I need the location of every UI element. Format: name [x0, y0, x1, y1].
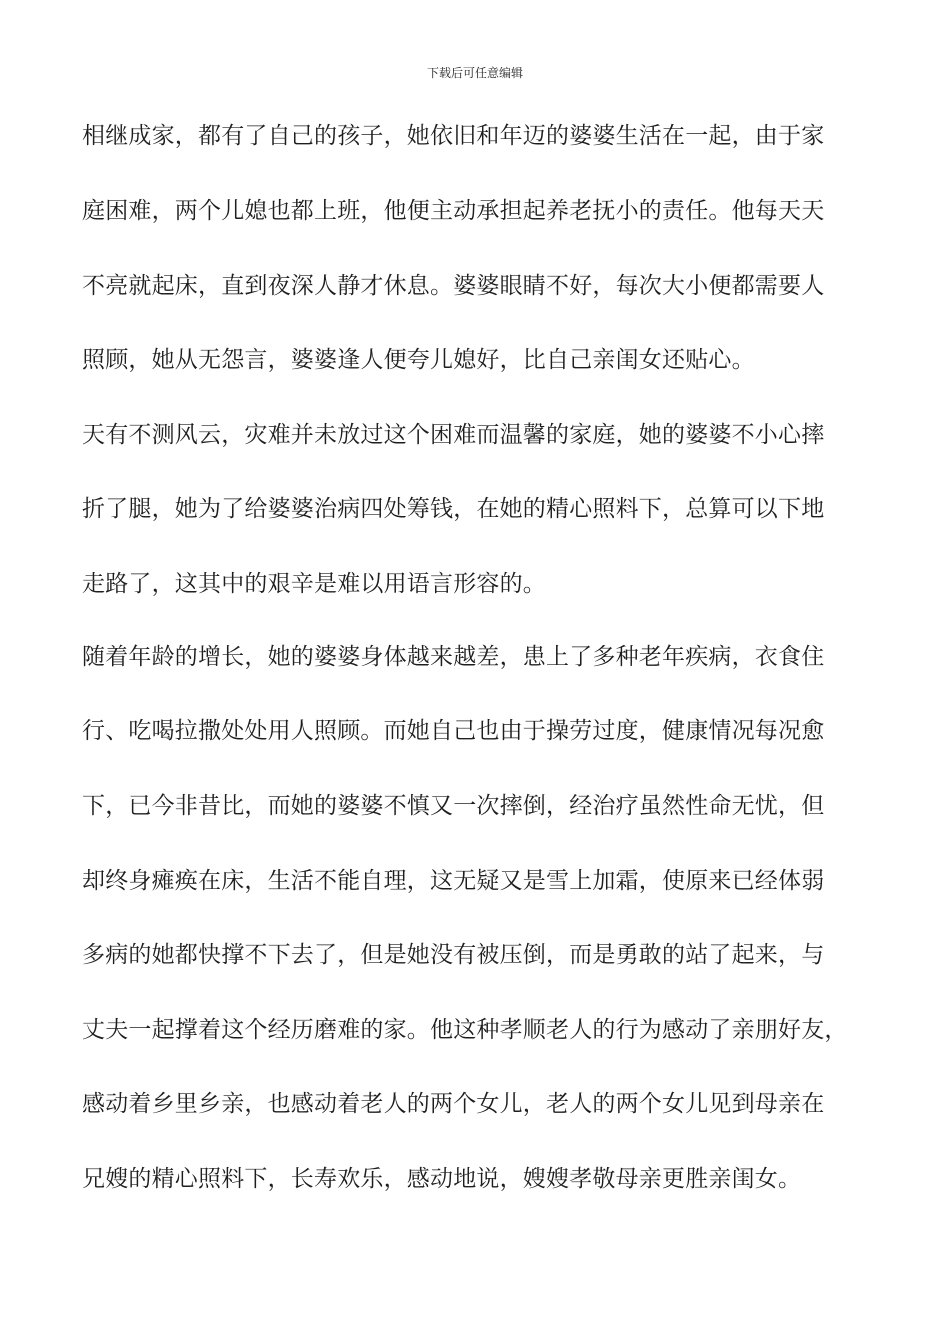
paragraph-3-line-1: 随着年龄的增长，她的婆婆身体越来越差，患上了多种老年疾病，衣食住	[82, 644, 825, 670]
paragraph-2-line-1: 天有不测风云，灾难并未放过这个困难而温馨的家庭，她的婆婆不小心摔	[82, 422, 825, 448]
paragraph-1-line-1: 相继成家，都有了自己的孩子，她依旧和年迈的婆婆生活在一起，由于家	[82, 123, 825, 149]
paragraph-3-line-6: 丈夫一起撑着这个经历磨难的家。他这种孝顺老人的行为感动了亲朋好友，	[82, 1017, 848, 1043]
paragraph-2-line-2: 折了腿，她为了给婆婆治病四处筹钱，在她的精心照料下，总算可以下地	[82, 496, 825, 522]
paragraph-1-line-3: 不亮就起床，直到夜深人静才休息。婆婆眼睛不好，每次大小便都需要人	[82, 273, 825, 299]
paragraph-3-line-5: 多病的她都快撑不下去了，但是她没有被压倒，而是勇敢的站了起来，与	[82, 942, 825, 968]
paragraph-3-line-4: 却终身瘫痪在床，生活不能自理，这无疑又是雪上加霜，使原来已经体弱	[82, 868, 825, 894]
paragraph-1-line-2: 庭困难，两个儿媳也都上班，他便主动承担起养老抚小的责任。他每天天	[82, 198, 825, 224]
page-header: 下载后可任意编辑	[426, 66, 523, 80]
paragraph-2-line-3: 走路了，这其中的艰辛是难以用语言形容的。	[82, 571, 546, 597]
paragraph-3-line-8: 兄嫂的精心照料下，长寿欢乐，感动地说，嫂嫂孝敬母亲更胜亲闺女。	[82, 1166, 802, 1192]
paragraph-3-line-2: 行、吃喝拉撒处处用人照顾。而她自己也由于操劳过度，健康情况每况愈	[82, 718, 825, 744]
paragraph-3-line-3: 下，已今非昔比，而她的婆婆不慎又一次摔倒，经治疗虽然性命无忧，但	[82, 793, 825, 819]
paragraph-3-line-7: 感动着乡里乡亲，也感动着老人的两个女儿，老人的两个女儿见到母亲在	[82, 1091, 825, 1117]
paragraph-1-line-4: 照顾，她从无怨言，婆婆逢人便夸儿媳好，比自己亲闺女还贴心。	[82, 347, 755, 373]
